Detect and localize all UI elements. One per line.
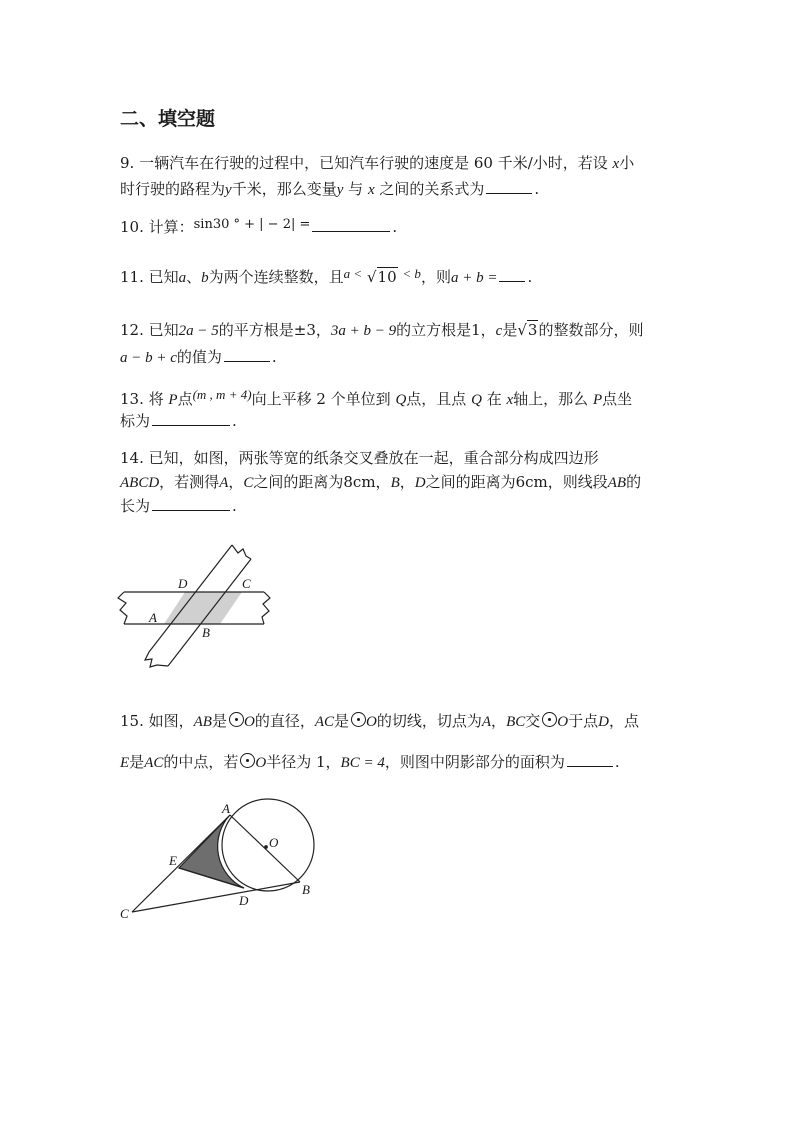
rhombus-abcd-shaded — [164, 592, 242, 624]
s-strip-bottom-tear — [145, 652, 168, 667]
fig15-label-d: D — [239, 893, 249, 908]
q12-line2: a − b + c的值为 . — [120, 348, 277, 366]
answer-blank-13[interactable] — [152, 411, 230, 426]
q11-line: 11. 已知a、b为两个连续整数，且a < √10 < b，则a + b = . — [120, 266, 533, 286]
center-dot — [265, 846, 268, 849]
h-strip-right-tear — [262, 592, 270, 624]
q12-line1: 12. 已知2a − 5的平方根是±3，3a + b − 9的立方根是1，c是√3的整数部分，则 — [120, 321, 644, 339]
q10-line: 10. 计算：sin30 ° + | − 2| = . — [120, 217, 398, 236]
fig15-label-o: O — [269, 835, 279, 850]
answer-blank-12[interactable] — [224, 347, 270, 362]
circle-dot-symbol — [351, 712, 366, 727]
q13-line1: 13. 将 P点(m , m + 4)向上平移 2 个单位到 Q点，且点 Q 在 x轴上，那么 P点坐 — [120, 387, 633, 408]
sqrt-3: √3 — [517, 321, 538, 339]
fig14-label-d: D — [178, 576, 188, 591]
answer-blank-11[interactable] — [499, 267, 525, 282]
fig15-label-c: C — [120, 906, 129, 921]
fig14-label-c: C — [242, 576, 251, 591]
q9-line2: 时行驶的路程为y千米，那么变量y 与 x 之间的关系式为 . — [120, 180, 540, 198]
s-strip-top-tear — [232, 545, 251, 559]
fig15-label-a: A — [222, 801, 230, 816]
section-heading: 二、填空题 — [120, 108, 216, 130]
q9-line1: 9. 一辆汽车在行驶的过程中，已知汽车行驶的速度是 60 千米/小时，若设 x小 — [120, 154, 635, 172]
q13-line2: 标为 . — [120, 412, 237, 430]
answer-blank-14[interactable] — [152, 496, 230, 511]
fig14-label-b: B — [202, 625, 210, 640]
sqrt-10: √10 — [366, 268, 397, 286]
q14-line3: 长为 . — [120, 497, 237, 515]
answer-blank-9[interactable] — [486, 179, 532, 194]
circle-dot-symbol — [229, 712, 244, 727]
circle-dot-symbol — [542, 712, 557, 727]
circle-dot-symbol — [240, 753, 255, 768]
h-strip-left-tear — [118, 592, 127, 624]
figure-14-paper-strips — [112, 540, 282, 675]
fig15-label-e: E — [169, 853, 177, 868]
answer-blank-15[interactable] — [567, 752, 613, 767]
q15-line1: 15. 如图，AB是 O的直径，AC是 O的切线，切点为A，BC交 O于点D，点 — [120, 712, 639, 730]
q14-line2: ABCD，若测得A，C之间的距离为8cm，B，D之间的距离为6cm，则线段AB的 — [120, 473, 642, 491]
q15-line2: E是AC的中点，若 O半径为 1，BC = 4，则图中阴影部分的面积为 . — [120, 753, 620, 771]
circle-o — [222, 799, 314, 891]
figure-15-circle-tangent — [112, 795, 332, 930]
fig15-label-b: B — [302, 882, 310, 897]
q14-line1: 14. 已知，如图，两张等宽的纸条交叉叠放在一起，重合部分构成四边形 — [120, 449, 599, 467]
fig14-label-a: A — [149, 610, 157, 625]
answer-blank-10[interactable] — [312, 217, 390, 232]
